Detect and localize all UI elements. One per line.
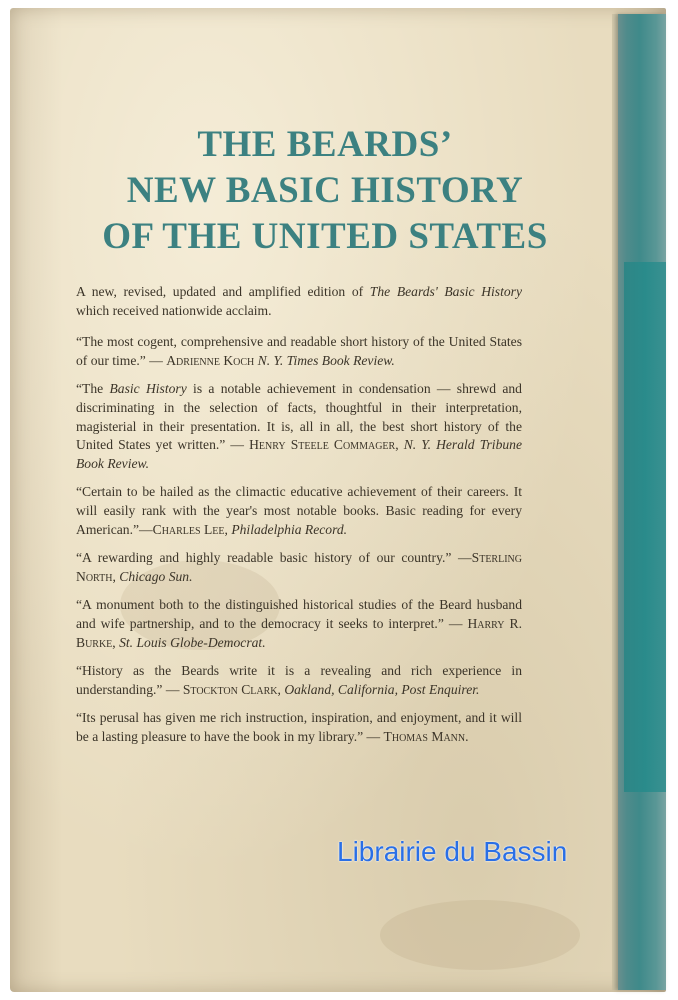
quote-source: Oakland, California, Post Enquirer. <box>284 681 480 697</box>
quote-author: Adrienne Koch <box>166 352 255 368</box>
title-line-2: NEW BASIC HISTORY <box>126 170 524 211</box>
bookseller-watermark: Librairie du Bassin <box>337 836 568 867</box>
review-quote <box>76 709 522 746</box>
title-line-3: OF THE UNITED STATES <box>102 216 548 257</box>
quote-text: is a notable achievement in condensation — shrewd and discriminating in the selection of facts, thoughtful in their interpretation, magisterial in their presentation. It is, all in all, the best short history of the United States yet written.” — <box>76 381 522 453</box>
quote-author: Sterling North, <box>76 550 522 584</box>
intro-text-end: which received nationwide acclaim. <box>76 302 272 318</box>
quote-author: Harry R. Burke, <box>76 615 522 650</box>
title-line-1: THE BEARDS’ <box>197 124 453 165</box>
quote-text: “History as the Beards write it is a revealing and rich experience in understanding.” — <box>76 663 522 697</box>
review-quote <box>76 596 522 652</box>
quote-source: N. Y. Times Book Review. <box>257 352 395 368</box>
quote-author: Stockton Clark, <box>182 681 281 697</box>
review-quote <box>76 380 522 473</box>
quote-source: Chicago Sun. <box>119 568 193 584</box>
book-title <box>60 122 590 260</box>
quote-author: Henry Steele Commager, <box>249 437 399 453</box>
paper-stain <box>380 900 580 970</box>
quote-source: St. Louis Globe-Democrat. <box>119 634 266 650</box>
spine-band <box>624 262 666 792</box>
quote-italic: Basic History <box>109 381 187 397</box>
quote-text-start: “The <box>76 381 110 397</box>
quote-text: “Its perusal has given me rich instruction, inspiration, and enjoyment, and it will be a lasting pleasure to have the book in my library.” — <box>76 710 522 744</box>
intro-text: A new, revised, updated and amplified edition of <box>76 284 370 299</box>
review-quote <box>76 662 522 699</box>
review-quote <box>76 549 522 586</box>
review-quote <box>76 483 522 539</box>
quote-author: Charles Lee, <box>152 521 228 537</box>
quote-text: “A monument both to the distinguished historical studies of the Beard husband and wife partnership, and to the democracy it seeks to interpret.” — <box>76 597 522 631</box>
quote-author: Thomas Mann. <box>383 728 469 744</box>
quote-source: N. Y. Herald Tribune Book Review. <box>76 437 522 471</box>
intro-paragraph <box>76 283 522 320</box>
quote-text: “Certain to be hailed as the climactic educative achievement of their careers. It will easily rank with the year's most notable books. Basic reading for every American.”— <box>76 484 522 537</box>
review-quote <box>76 333 522 370</box>
blurb-text <box>76 283 522 756</box>
intro-title: The Beards' Basic History <box>369 284 522 299</box>
quote-text: “A rewarding and highly readable basic history of our country.” — <box>76 550 472 566</box>
quote-source: Philadelphia Record. <box>231 521 348 537</box>
quote-text: “The most cogent, comprehensive and readable short history of the United States of our time.” — <box>76 334 522 368</box>
